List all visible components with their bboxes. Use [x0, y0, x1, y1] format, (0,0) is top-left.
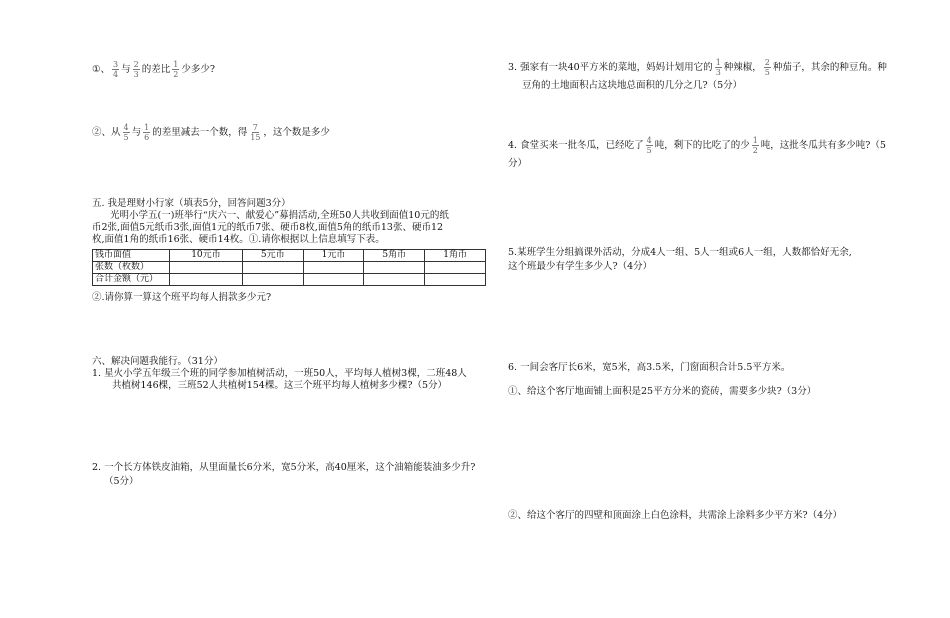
- question-3-line-2: 豆角的土地面积占这块地总面积的几分之几?（5分）: [522, 80, 743, 91]
- fraction-1-2: $\frac{1}{2}$: [173, 60, 179, 79]
- table-cell[interactable]: [170, 274, 243, 286]
- section-6: [92, 356, 467, 392]
- table-header-cell: 1元币: [303, 250, 364, 262]
- table-row: [93, 262, 486, 274]
- fraction-1-6: $\frac{1}{6}$: [144, 123, 150, 142]
- section-5-question-2: ②.请你算一算这个班平均每人捐款多少元?: [92, 292, 272, 303]
- question-3: 3. 强家有一块40平方米的菜地，妈妈计划用它的 $\frac{1}{3}$ 种辣椒， $\frac{2}{5}$ 种茄子，其余的种豆角。种: [508, 58, 887, 77]
- question-5: [508, 246, 852, 274]
- problem-2-line-1: 2. 一个长方体铁皮油箱，从里面量长6分米，宽5分米，高40厘米，这个油箱能装油多少升?: [92, 462, 476, 473]
- table-cell[interactable]: [303, 262, 364, 274]
- table-header-cell: 5元币: [242, 250, 303, 262]
- question-5-line-1: 5.某班学生分组搞课外活动，分成4人一组、5人一组或6人一组，人数都恰好无余,: [508, 247, 852, 258]
- fraction-2-5: $\frac{2}{5}$: [764, 58, 770, 77]
- problem-2-line-2: （5分）: [104, 476, 139, 487]
- table-header-cell: 钱币面值: [93, 250, 170, 262]
- table-header-cell: 1角币: [425, 250, 486, 262]
- table-cell[interactable]: [425, 274, 486, 286]
- table-cell[interactable]: [425, 262, 486, 274]
- table-cell[interactable]: [364, 274, 425, 286]
- fraction-2-3: $\frac{2}{3}$: [133, 60, 139, 79]
- question-6-intro: 6. 一间会客厅长6米，宽5米，高3.5米，门窗面积合计5.5平方米。: [508, 362, 791, 373]
- section-5-line-1: 光明小学五(一)班举行“庆六一、献爱心”募捐活动,全班50人共收到面值10元的纸: [110, 210, 449, 221]
- section-5-line-3: 枚,面值1角的纸币16张、硬币14枚。①.请你根据以上信息填写下表。: [92, 234, 385, 245]
- table-cell[interactable]: [170, 262, 243, 274]
- fraction-4-5: $\frac{4}{5}$: [646, 136, 652, 155]
- question-4-line-2: 分）: [508, 158, 528, 169]
- question-5-line-2: 这个班最少有学生多少人?（4分）: [508, 261, 653, 272]
- fraction-1-3: $\frac{1}{3}$: [715, 58, 721, 77]
- table-row-label: 张数（枚数）: [93, 262, 170, 274]
- table-cell[interactable]: [364, 262, 425, 274]
- section-5-title: 五. 我是理财小行家（填表5分，回答问题3分）: [92, 198, 291, 209]
- table-row-label: 合计金额（元）: [93, 274, 170, 286]
- question-6-part-2: ②、给这个客厅的四壁和顶面涂上白色涂料，共需涂上涂料多少平方米?（4分）: [508, 510, 843, 521]
- section-5: [92, 198, 449, 246]
- section-5-line-2: 币2张,面值5元纸币3张,面值1元的纸币7张、硬币8枚,面值5角的纸币13张、硬币12: [92, 222, 444, 233]
- table-header-cell: 5角币: [364, 250, 425, 262]
- table-cell[interactable]: [303, 274, 364, 286]
- question-2: ②、从 $\frac{4}{5}$ 与 $\frac{1}{6}$ 的差里减去一个数，得 $\frac{7}{15}$ ，这个数是多少: [92, 123, 330, 142]
- table-row: [93, 274, 486, 286]
- question-6-part-1: ①、给这个客厅地面铺上面积是25平方分米的瓷砖，需要多少块?（3分）: [508, 386, 817, 397]
- money-table: [92, 249, 486, 286]
- fraction-7-15: $\frac{7}{15}$: [250, 123, 261, 142]
- problem-1-line-2: 共植树146棵，三班52人共植树154棵。这三个班平均每人植树多少棵?（5分）: [112, 380, 447, 391]
- problem-1-line-1: 1. 星火小学五年级三个班的同学参加植树活动，一班50人，平均每人植树3棵，二班48人: [92, 368, 467, 379]
- fraction-1-2: $\frac{1}{2}$: [752, 136, 758, 155]
- question-1: ①、 $\frac{3}{4}$ 与 $\frac{2}{3}$ 的差比 $\frac{1}{2}$ 少多少?: [92, 60, 215, 79]
- table-header-cell: 10元币: [170, 250, 243, 262]
- question-4: 4. 食堂买来一批冬瓜，已经吃了 $\frac{4}{5}$ 吨，剩下的比吃了的少 $\frac{1}{2}$ 吨，这批冬瓜共有多少吨?（5: [508, 136, 886, 155]
- section-6-title: 六、解决问题我能行。（31分）: [92, 356, 223, 367]
- problem-2: [92, 461, 475, 489]
- table-cell[interactable]: [242, 262, 303, 274]
- table-cell[interactable]: [242, 274, 303, 286]
- fraction-4-5: $\frac{4}{5}$: [123, 123, 129, 142]
- fraction-3-4: $\frac{3}{4}$: [113, 60, 119, 79]
- table-header-row: [93, 250, 486, 262]
